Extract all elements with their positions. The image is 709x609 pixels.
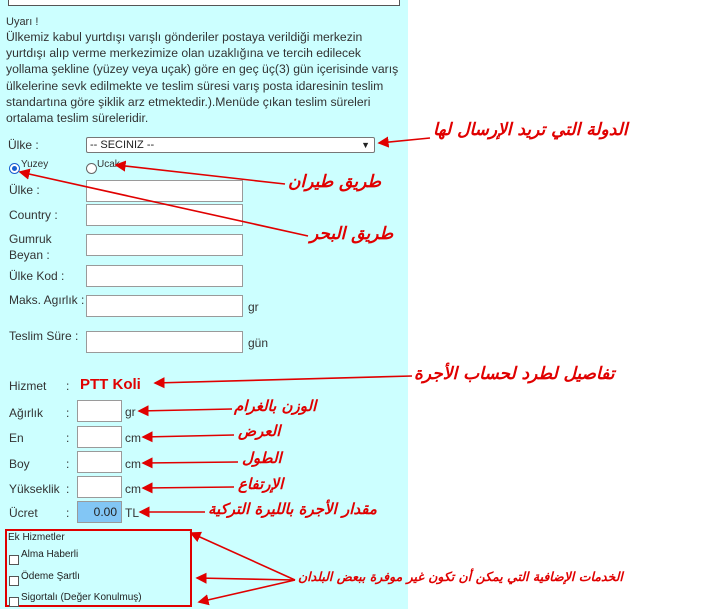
fee-value: 0.00 [77,501,122,523]
maks-unit: gr [248,300,259,314]
arrow-width [143,435,234,437]
chevron-down-icon: ▼ [361,140,370,150]
annotation-air: طريق طيران [288,172,381,192]
annotation-length: الطول [242,449,282,467]
fee-label: Ücret [9,506,38,520]
country-name-label: Country : [9,208,58,222]
fee-colon: : [66,506,70,520]
height-unit: cm [125,482,141,496]
annotation-weight: الوزن بالغرام [234,397,317,415]
ulke-kod-label: Ülke Kod : [9,269,65,283]
arrow-air [116,165,285,184]
weight-label: Ağırlık [9,406,44,420]
service-colon: : [66,379,70,393]
arrow-parcel [155,376,412,383]
warning-title: Uyarı ! [6,16,39,28]
height-colon: : [66,482,70,496]
annotation-width: العرض [238,422,281,440]
ulke-label: Ülke : [9,183,40,197]
length-label: Boy [9,457,30,471]
annotation-height: الإرتفاع [238,475,284,493]
gumruk-label: Gumruk Beyan : [9,232,52,262]
teslim-label: Teslim Süre : [9,329,79,343]
fee-unit: TL [125,506,140,520]
extra-label-odeme: Ödeme Şartlı [21,571,80,582]
warning-text: Ülkemiz kabul yurtdışı varışlı gönderiler postaya verildiği merkezin yurtdışı alıp verme merkezimize olan uzaklığına ve tercih edilecek yollama şekline (yüzey veya uçak) göre en geç üç(3) gün içerisinde varış ülkelerine sevk edilmekte ve teslim süresi varış posta idaresinin teslim standartına göre şiklik arz etmektedir.).Menüde çıkan teslim süreleri ortalama teslim süreleridir. [6,30,399,126]
annotation-parcel: تفاصيل لطرد لحساب الأجرة [414,364,615,384]
radio-surface-label: Yuzey [21,159,49,170]
length-unit: cm [125,457,141,471]
extra-services-title: Ek Hizmetler [8,532,65,543]
weight-colon: : [66,406,70,420]
country-select-value: -- SECINIZ -- [90,139,155,151]
width-unit: cm [125,431,141,445]
extra-label-alma: Alma Haberli [21,549,79,560]
arrow-length [143,462,238,463]
extra-label-sigorta: Sigortalı (Değer Konulmuş) [21,592,142,603]
width-label: En [9,431,24,445]
arrow-weight [139,409,232,411]
arrow-extra-3 [199,580,295,602]
country-label: Ülke : [8,138,39,152]
arrow-country [379,138,430,143]
height-label: Yükseklik [9,482,60,496]
maks-label: Maks. Agırlık : [9,293,85,307]
weight-unit: gr [125,405,136,419]
service-label: Hizmet [9,379,47,393]
teslim-unit: gün [248,336,269,350]
annotation-extras: الخدمات الإضافية التي يمكن أن تكون غير موفرة ببعض البلدان [298,569,623,584]
annotation-country: الدولة التي تريد الإرسال لها [433,120,628,140]
arrow-height [143,487,234,488]
width-colon: : [66,431,70,445]
service-value: PTT Koli [80,376,141,393]
radio-air-label: Ucak [97,159,120,170]
arrow-extra-2 [197,578,295,580]
arrow-extra-1 [191,533,295,580]
length-colon: : [66,457,70,471]
annotation-fee: مقدار الأجرة بالليرة التركية [208,500,377,518]
annotation-sea: طريق البحر [310,224,394,244]
